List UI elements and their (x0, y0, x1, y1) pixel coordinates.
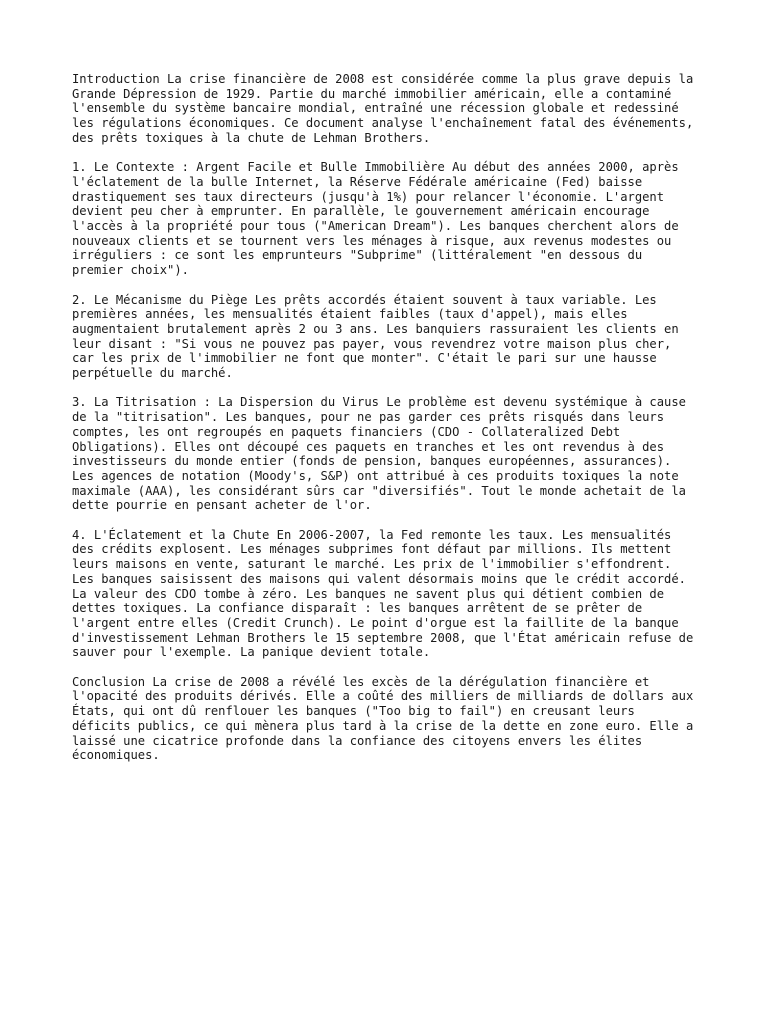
paragraph-section-3-titrisation: 3. La Titrisation : La Dispersion du Virus Le problème est devenu systémique à cause de la "titrisation". Les banques, pour ne pas garder ces prêts risqués dans leurs comptes, les ont regroupés en paquets financiers (CDO - Collateralized Debt Obligations). Elles ont découpé ces paquets en tranches et les ont revendus à des investisseurs du monde entier (fonds de pension, banques européennes, assurances). Les agences de notation (Moody's, S&P) ont attribué à ces produits toxiques la note maximale (AAA), les considérant sûrs car "diversifiés". Tout le monde achetait de la dette pourrie en pensant acheter de l'or. (72, 395, 686, 513)
paragraph-introduction: Introduction La crise financière de 2008 est considérée comme la plus grave depuis la Grande Dépression de 1929. Partie du marché immobilier américain, elle a contaminé l'ensemble du système bancaire mondial, entraîné une récession globale et redessiné les régulations économiques. Ce document analyse l'enchaînement fatal des événements, des prêts toxiques à la chute de Lehman Brothers. (72, 72, 694, 145)
paragraph-section-1-contexte: 1. Le Contexte : Argent Facile et Bulle Immobilière Au début des années 2000, après l'éclatement de la bulle Internet, la Réserve Fédérale américaine (Fed) baisse drastiquement ses taux directeurs (jusqu'à 1%) pour relancer l'économie. L'argent devient peu cher à emprunter. En parallèle, le gouvernement américain encourage l'accès à la propriété pour tous ("American Dream"). Les banques cherchent alors de nouveaux clients et se tournent vers les ménages à risque, aux revenus modestes ou irréguliers : ce sont les emprunteurs "Subprime" (littéralement "en dessous du premier choix"). (72, 160, 679, 278)
paragraph-conclusion: Conclusion La crise de 2008 a révélé les excès de la dérégulation financière et l'opacité des produits dérivés. Elle a coûté des milliers de milliards de dollars aux États, qui ont dû renflouer les banques ("Too big to fail") en creusant leurs déficits publics, ce qui mènera plus tard à la crise de la dette en zone euro. Elle a laissé une cicatrice profonde dans la confiance des citoyens envers les élites économiques. (72, 674, 694, 763)
paragraph-section-2-mecanisme: 2. Le Mécanisme du Piège Les prêts accordés étaient souvent à taux variable. Les premières années, les mensualités étaient faibles (taux d'appel), mais elles augmentaient brutalement après 2 ou 3 ans. Les banquiers rassuraient les clients en leur disant : "Si vous ne pouvez pas payer, vous revendrez votre maison plus cher, car les prix de l'immobilier ne font que monter". C'était le pari sur une hausse perpétuelle du marché. (72, 292, 679, 381)
paragraph-section-4-eclatement: 4. L'Éclatement et la Chute En 2006-2007, la Fed remonte les taux. Les mensualités des crédits explosent. Les ménages subprimes font défaut par millions. Ils mettent leurs maisons en vente, saturant le marché. Les prix de l'immobilier s'effondrent. Les banques saisissent des maisons qui valent désormais moins que le crédit accordé. La valeur des CDO tombe à zéro. Les banques ne savent plus qui détient combien de dettes toxiques. La confiance disparaît : les banques arrêtent de se prêter de l'argent entre elles (Credit Crunch). Le point d'orgue est la faillite de la banque d'investissement Lehman Brothers le 15 septembre 2008, que l'État américain refuse de sauver pour l'exemple. La panique devient totale. (72, 527, 694, 660)
document-page (72, 72, 700, 778)
